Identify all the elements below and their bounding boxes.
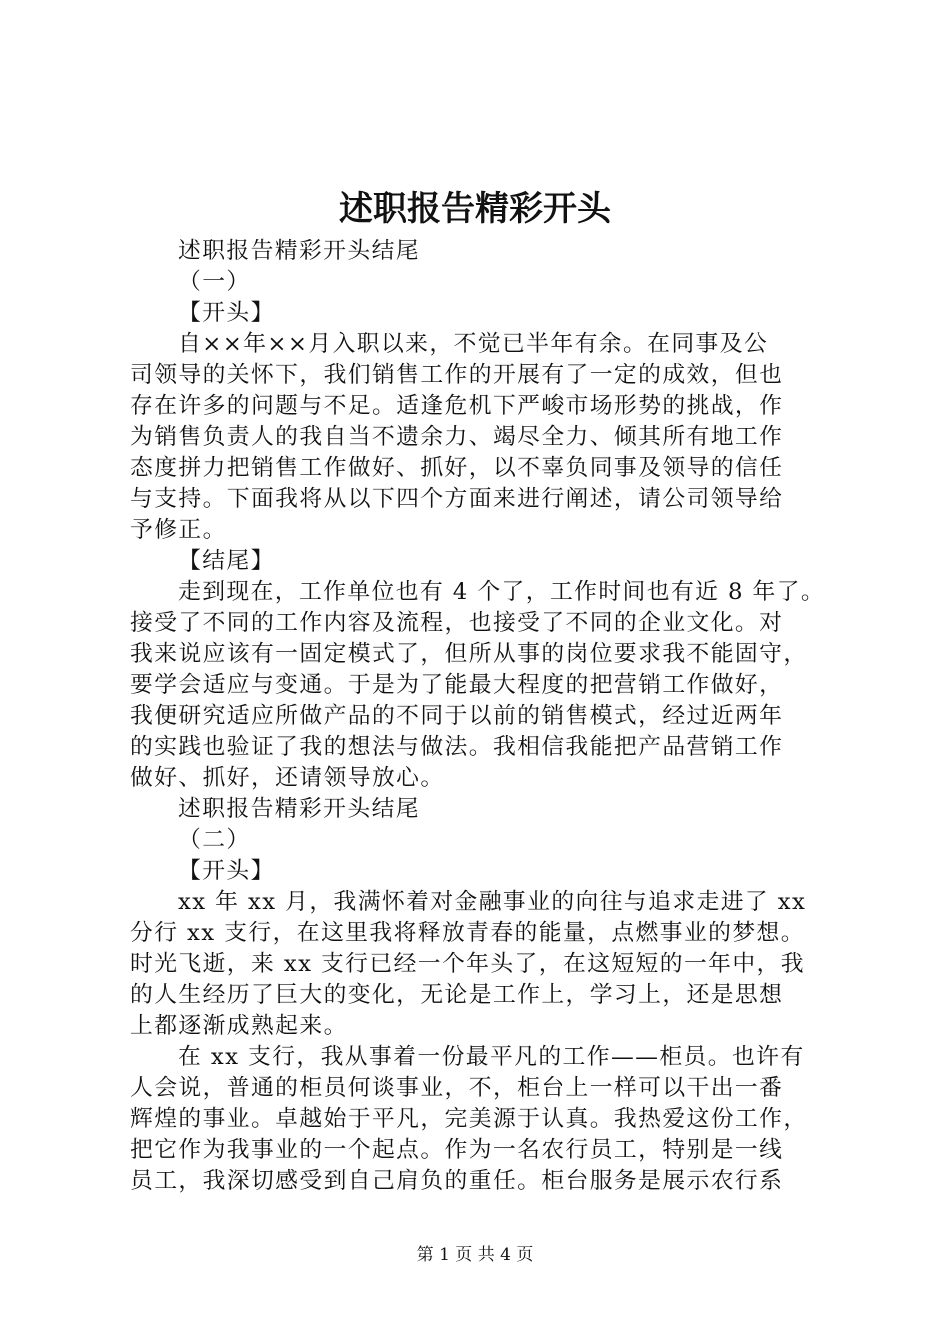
text-line: 在 xx 支行，我从事着一份最平凡的工作——柜员。也许有: [178, 1044, 805, 1070]
text-line: 存在许多的问题与不足。适逢危机下严峻市场形势的挑战，作: [130, 393, 784, 419]
text-line: 【结尾】: [178, 548, 275, 574]
document-body: [130, 236, 830, 1197]
text-line: 自××年××月入职以来，不觉已半年有余。在同事及公: [178, 331, 769, 357]
text-line: 【开头】: [178, 858, 275, 884]
text-line: 辉煌的事业。卓越始于平凡，完美源于认真。我热爱这份工作，: [130, 1106, 808, 1132]
text-line: xx 年 xx 月，我满怀着对金融事业的向往与追求走进了 xx: [178, 889, 807, 915]
document-title: 述职报告精彩开头: [339, 189, 611, 229]
text-line: 要学会适应与变通。于是为了能最大程度的把营销工作做好，: [130, 672, 784, 698]
text-line: （二）: [178, 827, 251, 853]
text-line: 述职报告精彩开头结尾: [178, 796, 420, 822]
text-line: 把它作为我事业的一个起点。作为一名农行员工，特别是一线: [130, 1137, 784, 1163]
text-line: 的实践也验证了我的想法与做法。我相信我能把产品营销工作: [130, 734, 784, 760]
text-line: 时光飞逝，来 xx 支行已经一个年头了，在这短短的一年中，我: [130, 951, 805, 977]
text-line: 为销售负责人的我自当不遗余力、竭尽全力、倾其所有地工作: [130, 424, 784, 450]
text-line: 做好、抓好，还请领导放心。: [130, 765, 445, 791]
text-line: （一）: [178, 269, 251, 295]
text-line: 司领导的关怀下，我们销售工作的开展有了一定的成效，但也: [130, 362, 784, 388]
text-line: 人会说，普通的柜员何谈事业，不，柜台上一样可以干出一番: [130, 1075, 784, 1101]
text-line: 的人生经历了巨大的变化，无论是工作上，学习上，还是思想: [130, 982, 784, 1008]
page-footer: 第 1 页 共 4 页: [416, 1245, 534, 1265]
text-line: 与支持。下面我将从以下四个方面来进行阐述，请公司领导给: [130, 486, 784, 512]
text-line: 【开头】: [178, 300, 275, 326]
text-line: 上都逐渐成熟起来。: [130, 1013, 348, 1039]
text-line: 我便研究适应所做产品的不同于以前的销售模式，经过近两年: [130, 703, 784, 729]
text-line: 予修正。: [130, 517, 227, 543]
text-line: 述职报告精彩开头结尾: [178, 238, 420, 264]
text-line: 走到现在，工作单位也有 4 个了，工作时间也有近 8 年了。: [178, 579, 826, 605]
text-line: 接受了不同的工作内容及流程，也接受了不同的企业文化。对: [130, 610, 784, 636]
text-line: 员工，我深切感受到自己肩负的重任。柜台服务是展示农行系: [130, 1168, 784, 1194]
text-line: 分行 xx 支行，在这里我将释放青春的能量，点燃事业的梦想。: [130, 920, 805, 946]
text-line: 态度拼力把销售工作做好、抓好，以不辜负同事及领导的信任: [130, 455, 784, 481]
text-line: 我来说应该有一固定模式了，但所从事的岗位要求我不能固守，: [130, 641, 808, 667]
